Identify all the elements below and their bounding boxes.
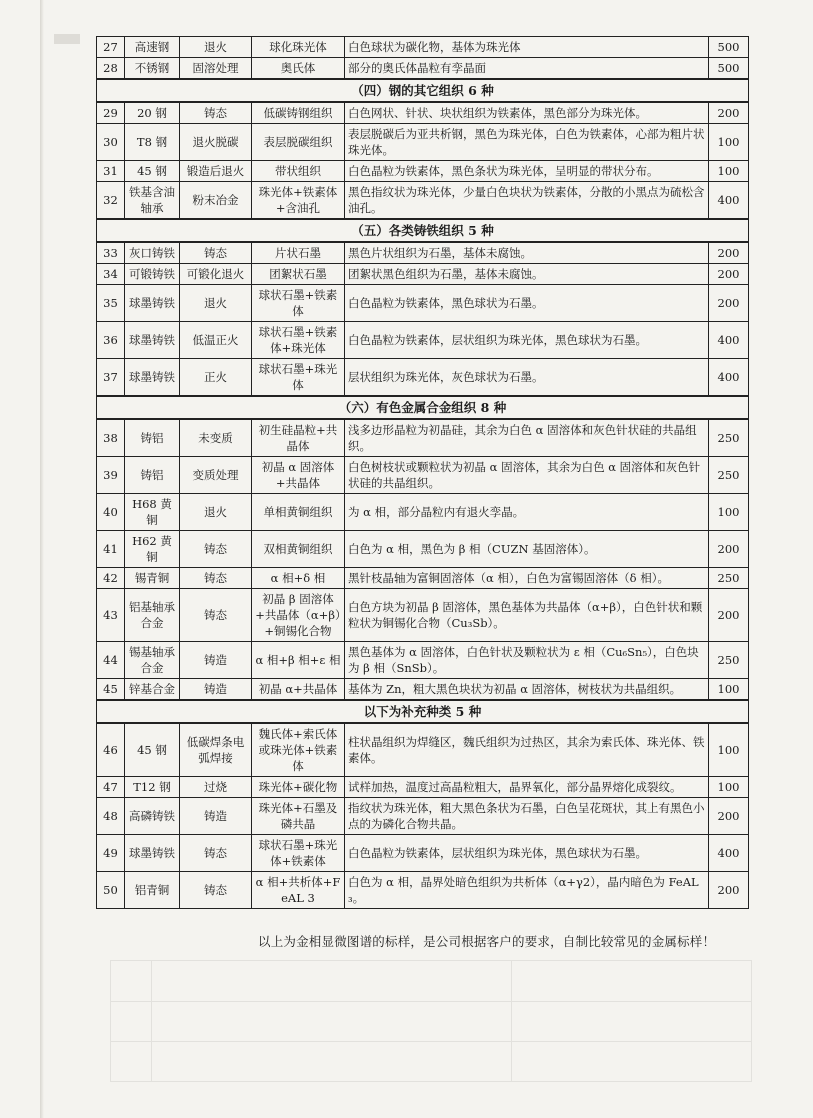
structure-cell: 初晶 α+共晶体 — [252, 679, 345, 701]
description-cell: 白色为 α 相，晶界处暗色组织为共析体（α+γ2），晶内暗色为 FeAL₃。 — [345, 872, 709, 909]
description-cell: 黑针枝晶轴为富铜固溶体（α 相），白色为富锡固溶体（δ 相）。 — [345, 568, 709, 589]
structure-cell: 珠光体+碳化物 — [252, 777, 345, 798]
section-title: （四）钢的其它组织 6 种 — [97, 79, 749, 102]
description-cell: 部分的奥氏体晶粒有孪晶面 — [345, 58, 709, 80]
table-row — [97, 242, 749, 264]
structure-cell: α 相+β 相+ε 相 — [252, 642, 345, 679]
magnification-cell: 200 — [709, 264, 749, 285]
structure-cell: 初晶 α 固溶体+共晶体 — [252, 457, 345, 494]
row-number: 46 — [97, 723, 125, 777]
row-number: 47 — [97, 777, 125, 798]
material-cell: 20 钢 — [125, 102, 180, 124]
row-number: 29 — [97, 102, 125, 124]
description-cell: 浅多边形晶粒为初晶硅，其余为白色 α 固溶体和灰色针状硅的共晶组织。 — [345, 419, 709, 457]
row-number: 28 — [97, 58, 125, 80]
process-cell: 铸造 — [180, 642, 252, 679]
table-row — [97, 264, 749, 285]
magnification-cell: 500 — [709, 37, 749, 58]
row-number: 43 — [97, 589, 125, 642]
description-cell: 指纹状为珠光体，粗大黑色条状为石墨，白色呈花斑状，其上有黑色小点的为磷化合物共晶。 — [345, 798, 709, 835]
magnification-cell: 200 — [709, 531, 749, 568]
table-row — [97, 531, 749, 568]
description-cell: 试样加热，温度过高晶粒粗大，晶界氧化，部分晶界熔化成裂纹。 — [345, 777, 709, 798]
structure-cell: 表层脱碳组织 — [252, 124, 345, 161]
description-cell: 白色晶粒为铁素体，黑色球状为石墨。 — [345, 285, 709, 322]
structure-cell: 球状石墨+铁素体+珠光体 — [252, 322, 345, 359]
specimen-table-body — [97, 37, 749, 909]
row-number: 48 — [97, 798, 125, 835]
process-cell: 未变质 — [180, 419, 252, 457]
material-cell: H68 黄铜 — [125, 494, 180, 531]
description-cell: 白色球状为碳化物，基体为珠光体 — [345, 37, 709, 58]
material-cell: 铝基轴承合金 — [125, 589, 180, 642]
process-cell: 退火 — [180, 37, 252, 58]
process-cell: 低碳焊条电弧焊接 — [180, 723, 252, 777]
structure-cell: 球化珠光体 — [252, 37, 345, 58]
table-row — [97, 37, 749, 58]
structure-cell: 球状石墨+珠光体+铁素体 — [252, 835, 345, 872]
material-cell: T8 钢 — [125, 124, 180, 161]
row-number: 27 — [97, 37, 125, 58]
row-number: 41 — [97, 531, 125, 568]
magnification-cell: 400 — [709, 359, 749, 397]
row-number: 37 — [97, 359, 125, 397]
material-cell: 45 钢 — [125, 723, 180, 777]
row-number: 40 — [97, 494, 125, 531]
process-cell: 铸造 — [180, 798, 252, 835]
magnification-cell: 200 — [709, 798, 749, 835]
description-cell: 团絮状黑色组织为石墨，基体未腐蚀。 — [345, 264, 709, 285]
process-cell: 铸态 — [180, 568, 252, 589]
material-cell: 45 钢 — [125, 161, 180, 182]
magnification-cell: 100 — [709, 161, 749, 182]
table-row — [97, 568, 749, 589]
material-cell: 铝青铜 — [125, 872, 180, 909]
section-header-row — [97, 700, 749, 723]
process-cell: 粉末冶金 — [180, 182, 252, 220]
table-row — [97, 58, 749, 80]
material-cell: T12 钢 — [125, 777, 180, 798]
structure-cell: 珠光体+铁素体+含油孔 — [252, 182, 345, 220]
table-row — [97, 589, 749, 642]
table-row — [97, 102, 749, 124]
description-cell: 为 α 相，部分晶粒内有退火孪晶。 — [345, 494, 709, 531]
description-cell: 白色树枝状或颗粒状为初晶 α 固溶体，其余为白色 α 固溶体和灰色针状硅的共晶组织。 — [345, 457, 709, 494]
row-number: 35 — [97, 285, 125, 322]
magnification-cell: 100 — [709, 777, 749, 798]
description-cell: 白色晶粒为铁素体，层状组织为珠光体，黑色球状为石墨。 — [345, 322, 709, 359]
row-number: 45 — [97, 679, 125, 701]
row-number: 30 — [97, 124, 125, 161]
process-cell: 可锻化退火 — [180, 264, 252, 285]
process-cell: 铸造 — [180, 679, 252, 701]
process-cell: 过烧 — [180, 777, 252, 798]
material-cell: 锡青铜 — [125, 568, 180, 589]
row-number: 50 — [97, 872, 125, 909]
row-number: 42 — [97, 568, 125, 589]
scan-artifact — [54, 34, 80, 44]
structure-cell: 片状石墨 — [252, 242, 345, 264]
process-cell: 正火 — [180, 359, 252, 397]
magnification-cell: 200 — [709, 102, 749, 124]
table-row — [97, 798, 749, 835]
table-row — [97, 359, 749, 397]
process-cell: 固溶处理 — [180, 58, 252, 80]
row-number: 38 — [97, 419, 125, 457]
bleed-through-table — [110, 960, 752, 1082]
description-cell: 黑色指纹状为珠光体，少量白色块状为铁素体，分散的小黑点为硫松含油孔。 — [345, 182, 709, 220]
process-cell: 铸态 — [180, 531, 252, 568]
magnification-cell: 250 — [709, 568, 749, 589]
process-cell: 退火脱碳 — [180, 124, 252, 161]
section-header-row — [97, 396, 749, 419]
row-number: 33 — [97, 242, 125, 264]
material-cell: 高磷铸铁 — [125, 798, 180, 835]
specimen-table-container — [96, 36, 748, 909]
magnification-cell: 400 — [709, 835, 749, 872]
material-cell: 球墨铸铁 — [125, 285, 180, 322]
magnification-cell: 100 — [709, 679, 749, 701]
row-number: 36 — [97, 322, 125, 359]
table-row — [97, 457, 749, 494]
section-title: （五）各类铸铁组织 5 种 — [97, 219, 749, 242]
row-number: 31 — [97, 161, 125, 182]
description-cell: 白色晶粒为铁素体，黑色条状为珠光体，呈明显的带状分布。 — [345, 161, 709, 182]
row-number: 49 — [97, 835, 125, 872]
description-cell: 表层脱碳后为亚共析钢，黑色为珠光体，白色为铁素体，心部为粗片状珠光体。 — [345, 124, 709, 161]
process-cell: 退火 — [180, 494, 252, 531]
table-row — [97, 285, 749, 322]
table-row — [97, 777, 749, 798]
structure-cell: 低碳铸钢组织 — [252, 102, 345, 124]
table-row — [97, 161, 749, 182]
material-cell: 球墨铸铁 — [125, 359, 180, 397]
description-cell: 柱状晶组织为焊缝区，魏氏组织为过热区，其余为索氏体、珠光体、铁素体。 — [345, 723, 709, 777]
structure-cell: 球状石墨+珠光体 — [252, 359, 345, 397]
magnification-cell: 200 — [709, 285, 749, 322]
table-row — [97, 642, 749, 679]
process-cell: 铸态 — [180, 589, 252, 642]
material-cell: 铸铝 — [125, 457, 180, 494]
description-cell: 黑色基体为 α 固溶体，白色针状及颗粒状为 ε 相（Cu₆Sn₅），白色块为 β 相（SnSb）。 — [345, 642, 709, 679]
description-cell: 白色网状、针状、块状组织为铁素体，黑色部分为珠光体。 — [345, 102, 709, 124]
material-cell: 不锈钢 — [125, 58, 180, 80]
table-row — [97, 872, 749, 909]
material-cell: 球墨铸铁 — [125, 835, 180, 872]
row-number: 34 — [97, 264, 125, 285]
description-cell: 白色为 α 相，黑色为 β 相（CUZN 基固溶体）。 — [345, 531, 709, 568]
description-cell: 白色方块为初晶 β 固溶体，黑色基体为共晶体（α+β），白色针状和颗粒状为铜锡化合物（Cu₃Sb）。 — [345, 589, 709, 642]
process-cell: 变质处理 — [180, 457, 252, 494]
magnification-cell: 500 — [709, 58, 749, 80]
material-cell: 锡基轴承合金 — [125, 642, 180, 679]
process-cell: 铸态 — [180, 835, 252, 872]
structure-cell: 珠光体+石墨及磷共晶 — [252, 798, 345, 835]
structure-cell: α 相+共析体+FeAL 3 — [252, 872, 345, 909]
structure-cell: 魏氏体+索氏体或珠光体+铁素体 — [252, 723, 345, 777]
section-header-row — [97, 219, 749, 242]
structure-cell: 团絮状石墨 — [252, 264, 345, 285]
magnification-cell: 100 — [709, 723, 749, 777]
process-cell: 铸态 — [180, 242, 252, 264]
process-cell: 铸态 — [180, 102, 252, 124]
footer-note: 以上为金相显微图谱的标样，是公司根据客户的要求，自制比较常见的金属标样！ — [258, 934, 716, 949]
material-cell: 可锻铸铁 — [125, 264, 180, 285]
magnification-cell: 100 — [709, 124, 749, 161]
magnification-cell: 200 — [709, 589, 749, 642]
table-row — [97, 124, 749, 161]
process-cell: 铸态 — [180, 872, 252, 909]
structure-cell: 带状组织 — [252, 161, 345, 182]
row-number: 44 — [97, 642, 125, 679]
description-cell: 基体为 Zn，粗大黑色块状为初晶 α 固溶体，树枝状为共晶组织。 — [345, 679, 709, 701]
material-cell: H62 黄铜 — [125, 531, 180, 568]
table-row — [97, 494, 749, 531]
row-number: 32 — [97, 182, 125, 220]
structure-cell: 球状石墨+铁素体 — [252, 285, 345, 322]
material-cell: 铸铝 — [125, 419, 180, 457]
table-row — [97, 723, 749, 777]
process-cell: 锻造后退火 — [180, 161, 252, 182]
structure-cell: 双相黄铜组织 — [252, 531, 345, 568]
process-cell: 退火 — [180, 285, 252, 322]
section-title: 以下为补充种类 5 种 — [97, 700, 749, 723]
row-number: 39 — [97, 457, 125, 494]
section-title: （六）有色金属合金组织 8 种 — [97, 396, 749, 419]
table-row — [97, 419, 749, 457]
magnification-cell: 400 — [709, 322, 749, 359]
magnification-cell: 250 — [709, 642, 749, 679]
section-header-row — [97, 79, 749, 102]
description-cell: 层状组织为珠光体，灰色球状为石墨。 — [345, 359, 709, 397]
material-cell: 铁基含油轴承 — [125, 182, 180, 220]
description-cell: 白色晶粒为铁素体，层状组织为珠光体，黑色球状为石墨。 — [345, 835, 709, 872]
table-row — [97, 322, 749, 359]
magnification-cell: 250 — [709, 419, 749, 457]
table-row — [97, 835, 749, 872]
magnification-cell: 100 — [709, 494, 749, 531]
magnification-cell: 400 — [709, 182, 749, 220]
magnification-cell: 250 — [709, 457, 749, 494]
magnification-cell: 200 — [709, 242, 749, 264]
magnification-cell: 200 — [709, 872, 749, 909]
structure-cell: 初晶 β 固溶体+共晶体（α+β）+铜锡化合物 — [252, 589, 345, 642]
table-row — [97, 182, 749, 220]
structure-cell: 单相黄铜组织 — [252, 494, 345, 531]
material-cell: 锌基合金 — [125, 679, 180, 701]
process-cell: 低温正火 — [180, 322, 252, 359]
specimen-table — [96, 36, 749, 909]
scan-edge-shadow — [40, 0, 44, 1118]
structure-cell: α 相+δ 相 — [252, 568, 345, 589]
structure-cell: 初生硅晶粒+共晶体 — [252, 419, 345, 457]
structure-cell: 奥氏体 — [252, 58, 345, 80]
table-row — [97, 679, 749, 701]
material-cell: 高速钢 — [125, 37, 180, 58]
description-cell: 黑色片状组织为石墨，基体未腐蚀。 — [345, 242, 709, 264]
material-cell: 灰口铸铁 — [125, 242, 180, 264]
material-cell: 球墨铸铁 — [125, 322, 180, 359]
